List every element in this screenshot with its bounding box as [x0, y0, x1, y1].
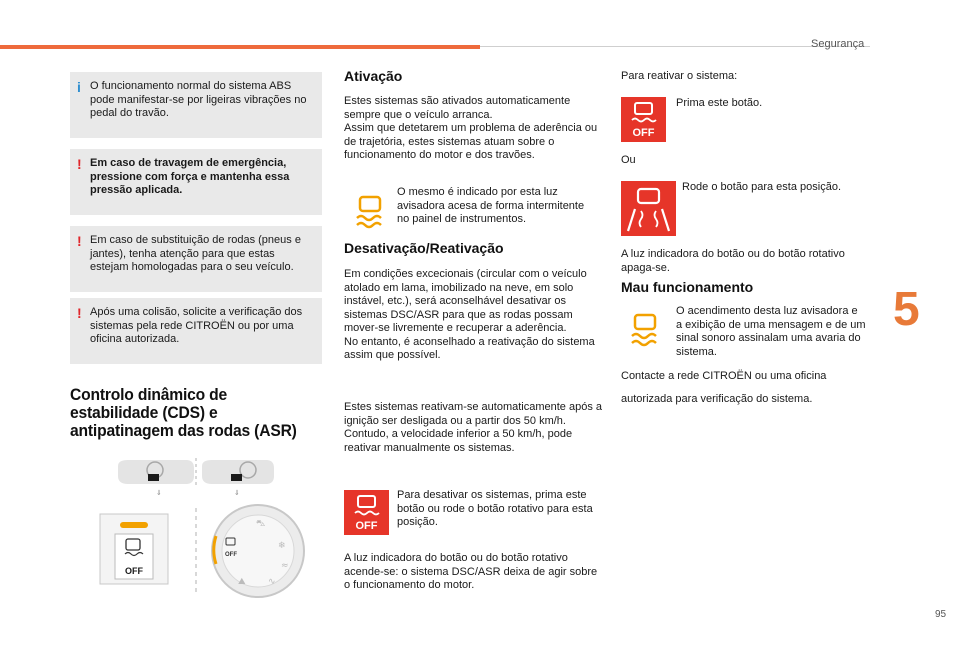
- warning-icon: !: [77, 305, 82, 321]
- info-note-text: O funcionamento normal do sistema ABS pode manifestar-se por ligeiras vibrações no pedal do travão.: [90, 80, 307, 119]
- warning-note-text: Em caso de substituição de rodas (pneus e jantes), tenha atenção para que estas estejam homologadas para o seu veículo.: [90, 234, 301, 273]
- traction-warning-light-icon: [350, 194, 390, 230]
- dial-off-label: OFF: [225, 552, 237, 558]
- indicator-off-paragraph: A luz indicadora do botão ou do botão rotativo apaga-se.: [621, 248, 845, 274]
- off-label: OFF: [355, 520, 378, 532]
- or-text: Ou: [621, 154, 636, 166]
- main-title: Controlo dinâmico de estabilidade (CDS) e antipatinagem das rodas (ASR): [70, 385, 297, 440]
- warning-note-emergency: [70, 149, 322, 215]
- svg-text:❄: ❄: [278, 541, 286, 551]
- svg-text:∿: ∿: [268, 577, 276, 587]
- dashboard-diagram-icon: [98, 456, 328, 601]
- accent-bar: [0, 45, 480, 49]
- traction-off-icon: [621, 97, 666, 142]
- button-off-label: OFF: [125, 566, 143, 576]
- indicator-on-paragraph: A luz indicadora do botão ou do botão rotativo acende-se: o sistema DSC/ASR deixa de agir sobre o funcionamento do motor.: [344, 552, 598, 591]
- heading-activation: Ativação: [344, 68, 403, 84]
- warning-note-wheels: [70, 226, 322, 292]
- traction-off-icon: [344, 490, 389, 535]
- info-note: [70, 72, 322, 138]
- heading-malfunction: Mau funcionamento: [621, 279, 754, 295]
- traction-control-position-icon: [621, 181, 676, 236]
- warning-light-text: O mesmo é indicado por esta luz avisadora acesa de forma intermitente no painel de instrumentos.: [397, 186, 585, 225]
- warning-icon: !: [77, 233, 82, 249]
- heading-deactivation: Desativação/Reativação: [344, 240, 504, 256]
- svg-text:⛰: ⛰: [238, 577, 246, 587]
- chapter-number: 5: [893, 283, 920, 336]
- activation-paragraph: Estes sistemas são ativados automaticamente sempre que o veículo arranca. Assim que detetarem um problema de aderência ou de trajetória, estes sistemas atuam sobre o funcionamento do motor e dos travões.: [344, 95, 598, 161]
- reactivate-intro: Para reativar o sistema:: [621, 70, 738, 82]
- warning-note-text: Após uma colisão, solicite a verificação dos sistemas pela rede CITROËN ou por uma oficina autorizada.: [90, 306, 303, 345]
- contact-line-2: autorizada para verificação do sistema.: [621, 393, 813, 405]
- reactivation-paragraph: Estes sistemas reativam-se automaticamente após a ignição ser desligada ou a partir dos 50 km/h. Contudo, a velocidade inferior a 50 km/h, pode reativar manualmente os sistemas.: [344, 401, 603, 454]
- warning-icon: !: [77, 156, 82, 172]
- svg-text:⇓: ⇓: [234, 489, 240, 497]
- malfunction-text: O acendimento desta luz avisadora e a exibição de uma mensagem e de um sinal sonoro assinalam uma avaria do sistema.: [676, 305, 866, 358]
- warning-note-text: Em caso de travagem de emergência, pressione com força e mantenha essa pressão aplicada.: [90, 157, 290, 196]
- press-button-text: Prima este botão.: [676, 97, 763, 109]
- deactivate-instruction: Para desativar os sistemas, prima este botão ou rode o botão rotativo para esta posição.: [397, 489, 593, 528]
- warning-note-collision: [70, 298, 322, 364]
- section-title: Segurança: [811, 38, 865, 50]
- traction-fault-light-icon: [625, 312, 665, 348]
- svg-text:⇓: ⇓: [156, 489, 162, 497]
- page-number: 95: [935, 609, 947, 620]
- info-icon: i: [77, 79, 81, 95]
- contact-line-1: Contacte a rede CITROËN ou uma oficina: [621, 370, 827, 382]
- svg-text:≈: ≈: [281, 561, 289, 571]
- off-label: OFF: [632, 127, 655, 139]
- svg-text:⛍: ⛍: [256, 519, 266, 529]
- deactivation-paragraph: Em condições excecionais (circular com o veículo atolado em lama, imobilizado na neve, em solo instável, etc.), será aconselhável desativar os sistemas DSC/ASR para que as rodas possam mover-se livremente e recuperar a aderência. No entanto, é aconselhado a reativação do sistema assim que possível.: [344, 268, 595, 361]
- rotate-button-text: Rode o botão para esta posição.: [682, 181, 842, 193]
- dashboard-illustration: [98, 456, 328, 601]
